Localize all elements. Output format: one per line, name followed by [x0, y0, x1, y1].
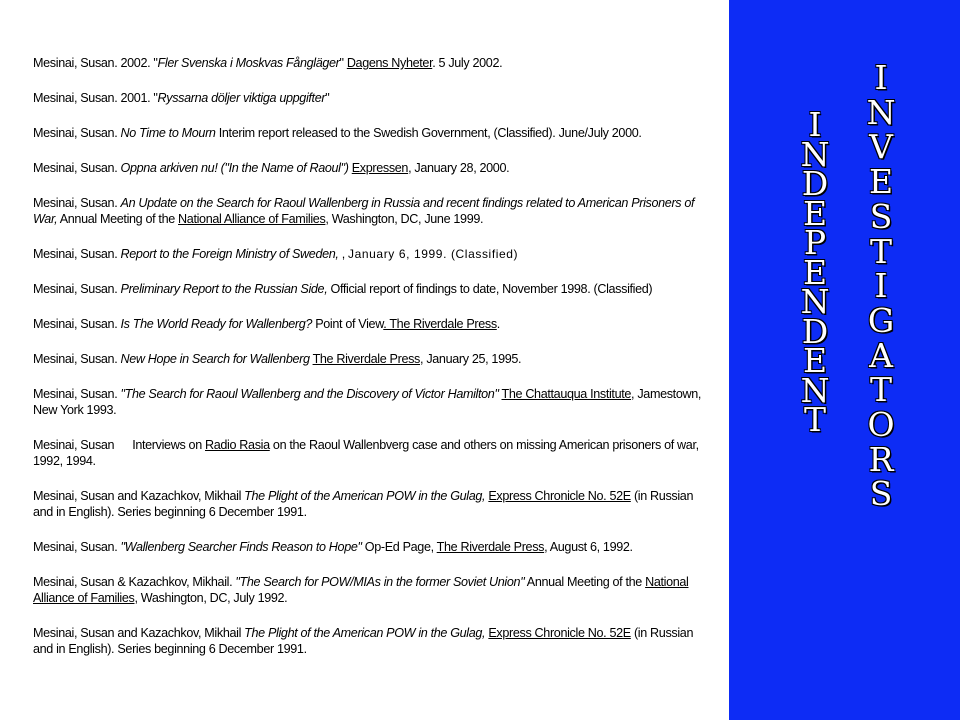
citation-entry [33, 90, 713, 106]
title-letter: T [803, 400, 826, 439]
title-letter: S [869, 196, 893, 236]
title-letter: E [868, 162, 894, 202]
citation-text: Official report of findings to date, November 1998. (Classified) [327, 282, 653, 296]
publication-link: The Riverdale Press [312, 352, 421, 366]
citation-text: , August 6, 1992. [544, 540, 633, 554]
title-sidebar [729, 0, 960, 720]
citation-text: Mesinai, Susan and Kazachkov, Mikhail [33, 626, 245, 640]
title-letter: D [801, 311, 829, 351]
title-letter: N [800, 370, 830, 410]
title-letter: D [801, 164, 829, 203]
citation-text: Mesinai, Susan & Kazachkov, Mikhail. [33, 575, 236, 589]
citation-text: Interviews on [132, 438, 205, 452]
title-letter: N [800, 282, 830, 321]
publication-link: . The Riverdale Press [383, 317, 497, 331]
citation-entry [33, 488, 713, 520]
citation-text: Op-Ed Page, [361, 540, 437, 554]
title-letter: S [869, 474, 893, 514]
title-letter: N [866, 92, 896, 132]
title-letter: E [802, 252, 828, 292]
citation-text: Mesinai, Susan. 2002. " [33, 56, 158, 70]
citation-text: " [325, 91, 330, 105]
publication-link: Radio Rasia [205, 438, 270, 452]
title-letter: G [867, 300, 895, 340]
title-letter: V [869, 127, 893, 167]
citation-text: Mesinai, Susan. 2001. " [33, 91, 158, 105]
publication-link: National Alliance of Families [178, 212, 326, 226]
citation-text: "The Search for Raoul Wallenberg and the Discovery of Victor Hamilton" [120, 387, 499, 401]
citation-text: Mesinai, Susan. [33, 282, 121, 296]
title-letter: T [869, 370, 892, 410]
citation-text: Annual Meeting of the [524, 575, 646, 589]
citation-text: Fler Svenska i Moskvas Fångläger [157, 56, 340, 70]
citation-text: , Washington, DC, June 1999. [325, 212, 484, 226]
title-letter: I [874, 266, 888, 306]
citation-text: Mesinai, Susan [33, 438, 115, 452]
citation-entry [33, 281, 713, 297]
citation-text: New Hope in Search for Wallenberg [120, 352, 310, 366]
citation-text: , Washington, DC, July 1992. [134, 591, 288, 605]
citation-entry [33, 625, 713, 657]
citation-text: Is The World Ready for Wallenberg? [120, 317, 313, 331]
citation-text: Report to the Foreign Ministry of Sweden, [120, 247, 339, 261]
citation-text: Interim report released to the Swedish Government, (Classified). June/July 2000. [215, 126, 642, 140]
citation-entry [33, 351, 713, 367]
citation-text: "Wallenberg Searcher Finds Reason to Hope" [120, 540, 362, 554]
citation-text: Mesinai, Susan. [33, 352, 121, 366]
title-letter: N [800, 134, 830, 174]
citation-entry [33, 437, 713, 469]
citation-text: , [338, 247, 349, 261]
citation-text: Oppna arkiven nu! ("In the Name of Raoul") [120, 161, 349, 175]
citation-text: Mesinai, Susan. [33, 540, 121, 554]
citation-text: Preliminary Report to the Russian Side, [120, 282, 328, 296]
publication-link: Expressen [351, 161, 409, 175]
citation-entry [33, 386, 713, 418]
title-letter: E [802, 341, 828, 380]
title-letter: A [869, 335, 893, 375]
citation-text: January 6, 1999. (Classified) [348, 247, 519, 261]
citation-text: Mesinai, Susan. [33, 317, 121, 331]
citation-text: , January 25, 1995. [420, 352, 522, 366]
citation-text: " [339, 56, 347, 70]
title-letter: P [803, 223, 827, 262]
citation-entry [33, 316, 713, 332]
citation-text: . 5 July 2002. [432, 56, 503, 70]
publication-link: The Chattauqua Institute [501, 387, 632, 401]
title-word-independent [795, 105, 835, 439]
bibliography-list [33, 55, 713, 676]
citation-text: Mesinai, Susan. [33, 126, 121, 140]
citation-entry [33, 574, 713, 606]
citation-text: . [496, 317, 500, 331]
publication-link: National Alliance of Families [33, 575, 689, 605]
citation-text: on the Raoul Wallenbverg case and others on missing American prisoners of war, 1992, 1994. [33, 438, 699, 468]
citation-text: An Update on the Search for Raoul Wallenberg in Russia and recent findings related to American Prisoners of War, [33, 196, 695, 226]
citation-entry [33, 160, 713, 176]
title-letter: E [802, 193, 828, 233]
citation-entry [33, 246, 713, 262]
citation-text: (in Russian and in English). Series beginning 6 December 1991. [33, 626, 694, 656]
title-letter: I [874, 58, 888, 97]
title-letter: T [869, 231, 892, 271]
citation-text: , January 28, 2000. [408, 161, 510, 175]
title-word-investigators [861, 58, 901, 514]
title-letter: I [808, 105, 822, 144]
citation-text: Mesinai, Susan and Kazachkov, Mikhail [33, 489, 245, 503]
citation-entry [33, 195, 713, 227]
citation-text: Mesinai, Susan. [33, 161, 121, 175]
citation-text: , Jamestown, New York 1993. [33, 387, 702, 417]
citation-text: The Plight of the American POW in the Gulag, [244, 489, 486, 503]
citation-text: "The Search for POW/MIAs in the former Soviet Union" [235, 575, 525, 589]
citation-entry [33, 539, 713, 555]
title-letter: O [867, 405, 895, 445]
citation-text: The Plight of the American POW in the Gulag, [244, 626, 486, 640]
citation-text: (in Russian and in English). Series beginning 6 December 1991. [33, 489, 694, 519]
citation-text: Mesinai, Susan. [33, 247, 121, 261]
citation-text: Point of View [312, 317, 384, 331]
title-letter: R [868, 439, 894, 479]
publication-link: Express Chronicle No. 52E [488, 626, 631, 640]
citation-text: No Time to Mourn [120, 126, 216, 140]
publication-link: Dagens Nyheter [346, 56, 433, 70]
publication-link: Express Chronicle No. 52E [488, 489, 631, 503]
citation-entry [33, 55, 713, 71]
citation-text: Mesinai, Susan. [33, 196, 121, 210]
citation-text: Annual Meeting of the [57, 212, 179, 226]
publication-link: The Riverdale Press [436, 540, 545, 554]
citation-text: Ryssarna döljer viktiga uppgifter [157, 91, 326, 105]
citation-entry [33, 125, 713, 141]
citation-text: Mesinai, Susan. [33, 387, 121, 401]
